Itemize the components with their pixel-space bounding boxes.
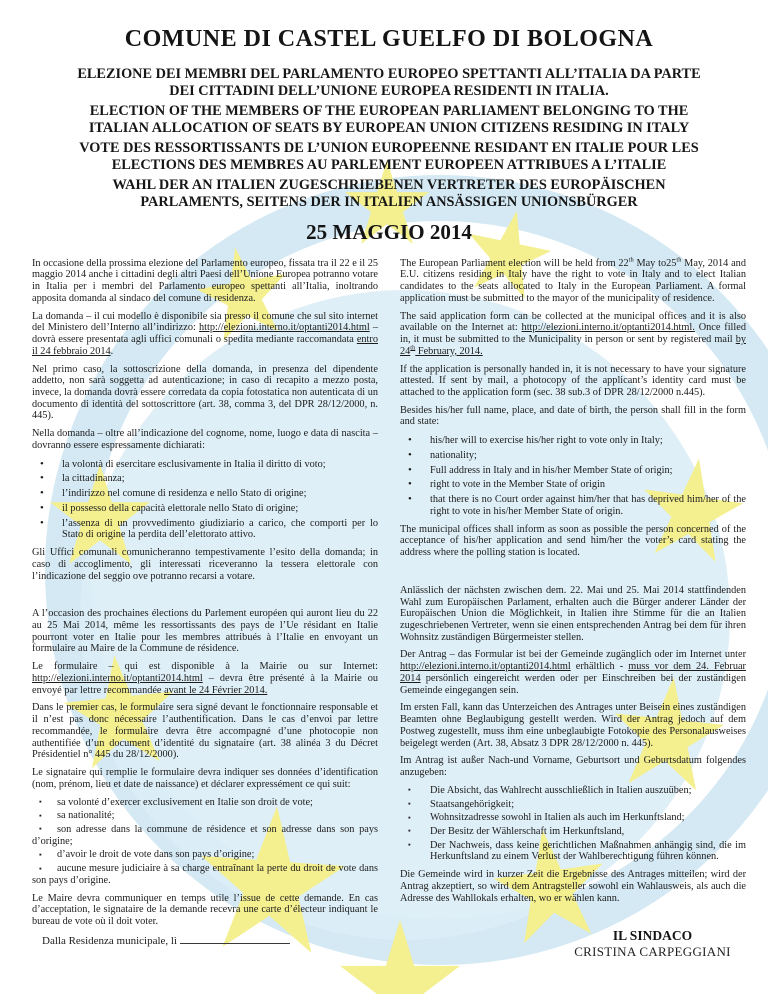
text-run: Le formulaire – qui est disponible à la Mairie ou sur Internet: <box>32 661 378 673</box>
list-item <box>32 472 378 485</box>
text-run: Der Besitz der Wählerschaft im Herkunftsland, <box>430 826 625 837</box>
bullet-icon: • <box>40 472 44 485</box>
text-run: May to25 <box>633 257 677 269</box>
list-item <box>32 849 378 861</box>
text-run: muss vor dem 24. Februar 2014 <box>400 661 746 684</box>
text-run: l’assenza di un provvedimento giudiziario a carico, che comporti per lo Stato di origine la perdita dell’elettorato attivo. <box>62 517 378 541</box>
bullet-icon: ▪ <box>408 840 411 850</box>
bullet-icon: • <box>40 487 44 500</box>
list-item <box>400 478 746 491</box>
text-run: Anlässlich der nächsten zwischen dem. 22. Mai und 25. Mai 2014 stattfindenden Wahl zum Europäischen Parlament, erhalten auch die Bürger anderer Länder der Europäischen Union die Möglichkeit, in Italien ihre Stimme für die an Italien zugeschriebenen Vertreter, wenn sie einen entsprechenden Antrag bei dem für ihren Wohnsitz zuständigen Bürgermeister stellen. <box>400 584 746 643</box>
text-run: Besides his/her full name, place, and date of birth, the person shall fill in the form and state: <box>400 404 746 428</box>
bullet-icon: • <box>408 493 412 506</box>
list-item <box>400 840 746 863</box>
text-run: Staatsangehörigkeit; <box>430 798 515 810</box>
text-run: The European Parliament election will be held from 22 <box>400 257 629 269</box>
bullet-icon: ▪ <box>39 810 42 820</box>
subtitle-german: WAHL DER AN ITALIEN ZUGESCHRIEBENEN VERTRETER DES EUROPÄISCHEN PARLAMENTS, SEITENS DER IN ITALIEN ANSÄSSIGEN UNIONSBÜRGER <box>112 177 666 211</box>
list-item <box>32 487 378 500</box>
text-run: The municipal offices shall inform as soon as possible the person concerned of the acceptance of his/her application and send him/her the voter’s card stating the address where the polling station is located. <box>400 523 746 559</box>
bullet-icon: • <box>40 516 44 529</box>
list-item <box>32 797 378 809</box>
text-run: . <box>110 345 114 357</box>
text-run: Full address in Italy and in his/her Member State of origin; <box>430 464 673 476</box>
paragraph <box>32 767 378 790</box>
text-run: A l’occasion des prochaines élections du Parlement européen qui auront lieu du 22 au 25 Mai 2014, même les ressortissants des pays de l’Ue résidant en Italie pourront voter en Italie pour les membres attribués à l’Italie en envoyant un formulaire au Maire de la Commune de résidence. <box>32 608 378 655</box>
bullet-list <box>400 785 746 863</box>
bullet-list <box>32 458 378 541</box>
bullet-list <box>32 797 378 887</box>
bullet-icon: • <box>408 434 412 447</box>
subtitle-italian: ELEZIONE DEI MEMBRI DEL PARLAMENTO EUROPEO SPETTANTI ALL’ITALIA DA PARTE DEI CITTADINI DELL’UNIONE EUROPEA RESIDENTI IN ITALIA. <box>77 66 701 99</box>
text-run: Die Gemeinde wird in kurzer Zeit die Ergebnisse des Antrages mitteilen; wird der Antrag akzeptiert, so wird dem Antragsteller sowohl ein Wahlausweis, als auch die Adresse des Wahllokals erhalten, wo er wählen kann. <box>400 869 746 904</box>
list-item <box>400 464 746 477</box>
text-run: Dans le premier cas, le formulaire sera signé devant le fonctionnaire responsable et il n’est pas donc nécessaire l’authentification. Dans le cas d’envoi par lettre recommandée, le formulaire devra être accompagné d’une photocopie non authentifiée d’un document d’identité du signataire (art. 38 alinéa 3 du Décret Présidentiel n° 445 du 28/12/2000). <box>32 702 378 761</box>
paragraph <box>32 428 378 451</box>
bullet-icon: • <box>408 463 412 476</box>
paragraph <box>400 524 746 559</box>
url-link[interactable]: http://elezioni.interno.it/optanti2014.html <box>400 661 571 673</box>
paragraph <box>32 608 378 655</box>
text-run: sa nationalité; <box>57 810 115 822</box>
bullet-icon: ▪ <box>39 849 42 859</box>
paragraph <box>400 585 746 644</box>
text-run: The said application form can be collected at the municipal offices and it is also available on the Internet at: <box>400 310 746 334</box>
bullet-icon: • <box>40 501 44 514</box>
list-item <box>400 799 746 811</box>
text-run: entro il 24 febbraio 2014 <box>32 334 378 357</box>
list-item <box>400 785 746 797</box>
text-run: Le signataire qui remplie le formulaire devra indiquer ses données d’identification (nom, prénom, lieu et date de naissance) et déclarer expressément ce qui suit: <box>32 767 378 790</box>
election-date: 25 MAGGIO 2014 <box>306 219 472 244</box>
bullet-icon: ▪ <box>39 863 42 873</box>
text-run: La domanda – il cui modello è disponibile sia presso il comune che sul sito internet del Ministero dell’Interno all’indirizzo: <box>32 310 378 334</box>
signature-block <box>540 928 765 960</box>
text-run: February, 2014. <box>415 345 483 357</box>
bullet-icon: ▪ <box>408 826 411 836</box>
text-run: Once filled in, it must be submitted to the Municipality in person or sent by registered mail <box>400 322 746 346</box>
bullet-list <box>400 434 746 517</box>
subtitle-english: ELECTION OF THE MEMBERS OF THE EUROPEAN PARLIAMENT BELONGING TO THE ITALIAN ALLOCATION OF SEATS BY EUROPEAN UNION CITIZENS RESIDING IN ITALY <box>88 103 690 136</box>
text-run: by 24 <box>400 334 746 357</box>
text-run: son adresse dans la commune de résidence et son adresse dans son pays d’origine; <box>32 824 378 847</box>
column-right <box>400 258 746 934</box>
text-run: nationality; <box>430 449 477 461</box>
text-run: – devra être présenté à la Mairie ou envoyé par lettre recommandée <box>32 672 378 696</box>
paragraph <box>400 405 746 428</box>
signature-title: IL SINDACO <box>612 928 693 943</box>
bullet-icon: ▪ <box>408 812 411 822</box>
text-run: aucune mesure judiciaire à sa charge entraînant la perte du droit de vote dans son pays d’origine. <box>32 863 378 886</box>
text-run: his/her will to exercise his/her right to vote only in Italy; <box>430 435 663 447</box>
paragraph <box>32 661 378 696</box>
section-gap <box>32 588 378 608</box>
paragraph <box>32 547 378 582</box>
text-run: th <box>676 256 682 264</box>
paragraph <box>32 893 378 928</box>
text-run: la volontà di esercitare esclusivamente in Italia il diritto di voto; <box>62 458 326 470</box>
url-link[interactable]: http://elezioni.interno.it/optanti2014.html <box>32 672 203 684</box>
paragraph <box>400 649 746 696</box>
bullet-icon: • <box>408 478 412 491</box>
text-run: sa volonté d’exercer exclusivement en Italie son droit de vote; <box>57 796 313 808</box>
subtitle-french: VOTE DES RESSORTISSANTS DE L’UNION EUROPEENNE RESIDANT EN ITALIE POUR LES ELECTIONS DES MEMBRES AU PARLEMENT EUROPEEN ATTRIBUES A L’ITALIE <box>79 140 699 173</box>
paragraph <box>400 869 746 904</box>
url-link[interactable]: http://elezioni.interno.it/optanti2014.html. <box>521 322 695 334</box>
paragraph <box>400 258 746 305</box>
paragraph <box>400 755 746 778</box>
list-item <box>400 812 746 824</box>
document-header <box>32 26 746 245</box>
text-run: persönlich eingereicht werden oder per Einschreiben bei der zuständigen Gemeinde eingegangen sein. <box>400 672 746 696</box>
text-run: Im Antrag ist außer Nach-und Vorname, Geburtsort und Geburtsdatum folgendes anzugeben: <box>400 755 746 779</box>
url-link[interactable]: http://elezioni.interno.it/optanti2014.html <box>198 322 370 334</box>
bullet-icon: ▪ <box>408 798 411 808</box>
list-item <box>32 824 378 847</box>
bullet-icon: • <box>40 457 44 470</box>
text-run: avant le 24 Février 2014. <box>164 684 268 696</box>
text-run: Wohnsitzadresse sowohl in Italien als auch im Herkunftsland; <box>430 812 685 824</box>
paragraph <box>32 364 378 423</box>
text-run: th <box>410 344 416 352</box>
text-run: If the application is personally handed in, it is not necessary to have your signature attested. If sent by mail, a photocopy of the applicant’s identity card must be attached to the application form (sec. 38 sub.3 of DPR 28/12/2000 n.445). <box>400 363 746 398</box>
date-blank-line <box>180 932 290 944</box>
signature-name: CRISTINA CARPEGGIANI <box>574 944 731 959</box>
bullet-icon: • <box>408 448 412 461</box>
text-run: Gli Uffici comunali comunicheranno tempestivamente l’esito della domanda; in caso di accoglimento, gli interessati riceveranno la tessera elettorale con l’indicazione del seggio ove potranno recarsi a votare. <box>32 547 378 582</box>
list-item <box>400 449 746 462</box>
paragraph <box>32 702 378 761</box>
place-label: Dalla Residenza municipale, lì <box>42 935 178 947</box>
text-run: il possesso della capacità elettorale nello Stato di origine; <box>62 502 299 514</box>
text-run: d’avoir le droit de vote dans son pays d’origine; <box>57 849 255 861</box>
list-item <box>32 517 378 541</box>
list-item <box>32 810 378 822</box>
paragraph <box>32 311 378 358</box>
list-item <box>400 826 746 838</box>
text-run: Im ersten Fall, kann das Unterzeichen des Antrages unter Beisein eines zuständigen Beamten ohne Beglaubigung gestellt werden. Wird der Antrag jedoch auf dem Postweg zugestellt, muss ihm eine unbeglaubigte Fotokopie des Personalausweises beigelegt werden (Art. 38, Absatz 3 DPR 28/12/2000 n. 445). <box>400 702 746 749</box>
text-run: In occasione della prossima elezione del Parlamento europeo, fissata tra il 22 e il 25 maggio 2014 anche i cittadini degli altri Paesi dell’Unione Europea potranno votare in Italia per i membri del Parlamento europeo spettanti all’Italia, inoltrando apposita domanda al sindaco del comune di residenza. <box>32 257 378 304</box>
list-item <box>32 863 378 886</box>
bullet-icon: ▪ <box>408 785 411 795</box>
text-run: l’indirizzo nel comune di residenza e nello Stato di origine; <box>62 488 307 500</box>
text-run: Nel primo caso, la sottoscrizione della domanda, in presenza del dipendente addetto, non sarà soggetta ad autenticazione; in caso di recapito a mezzo posta, invece, la domanda dovrà essere corredata da copia fotostatica non autenticata di un documento di identità del sottoscrittore (art. 38, comma 3, del DPR 28/12/2000, n. 445). <box>32 363 378 422</box>
paragraph <box>400 702 746 749</box>
body-columns <box>32 258 746 934</box>
bullet-icon: ▪ <box>39 796 42 806</box>
paragraph <box>32 258 378 305</box>
list-item <box>32 502 378 515</box>
bullet-icon: ▪ <box>39 824 42 834</box>
paragraph <box>400 364 746 399</box>
text-run: Nella domanda – oltre all’indicazione del cognome, nome, luogo e data di nascita – dovranno essere espressamente dichiarati: <box>32 428 378 451</box>
text-run: Der Antrag – das Formular ist bei der Gemeinde zugänglich oder im Internet unter <box>400 649 746 661</box>
text-run: – dovrà essere presentata agli uffici comunali o spedita mediante raccomandata <box>32 322 378 346</box>
list-item <box>400 434 746 447</box>
section-gap <box>400 565 746 585</box>
text-run: th <box>628 256 634 264</box>
paragraph <box>400 311 746 358</box>
text-run: right to vote in the Member State of origin <box>430 479 606 491</box>
page-title: COMUNE DI CASTEL GUELFO DI BOLOGNA <box>124 26 654 52</box>
text-run: Die Absicht, das Wahlrecht ausschließlich in Italien auszuüben; <box>430 784 692 796</box>
text-run: Le Maire devra communiquer en temps utile l’issue de cette demande. En cas d’acceptation, le signataire de la demande recevra une carte d’électeur indiquant le bureau de vote où il doit voter. <box>32 892 378 928</box>
column-left <box>32 258 378 934</box>
text-run: Der Nachweis, dass keine gerichtlichen Maßnahmen anhängig sind, die im Herkunftsland zu einem Verlust der Wahlberechtigung führen können. <box>430 839 746 863</box>
text-run: that there is no Court order against him/her that has deprived him/her of the right to vote in his/her Member State of origin. <box>430 494 746 517</box>
text-run: erhältlich - <box>570 661 629 673</box>
list-item <box>400 493 746 517</box>
text-run: May, 2014 and E.U. citizens residing in Italy have the right to vote in Italy and to elect Italian candidates to the seats allocated to Italy in the European Parliament. A formal application must be submitted to the mayor of the municipality of residence. <box>400 257 746 304</box>
list-item <box>32 458 378 471</box>
residence-date-line <box>42 932 290 947</box>
text-run: la cittadinanza; <box>62 473 125 485</box>
